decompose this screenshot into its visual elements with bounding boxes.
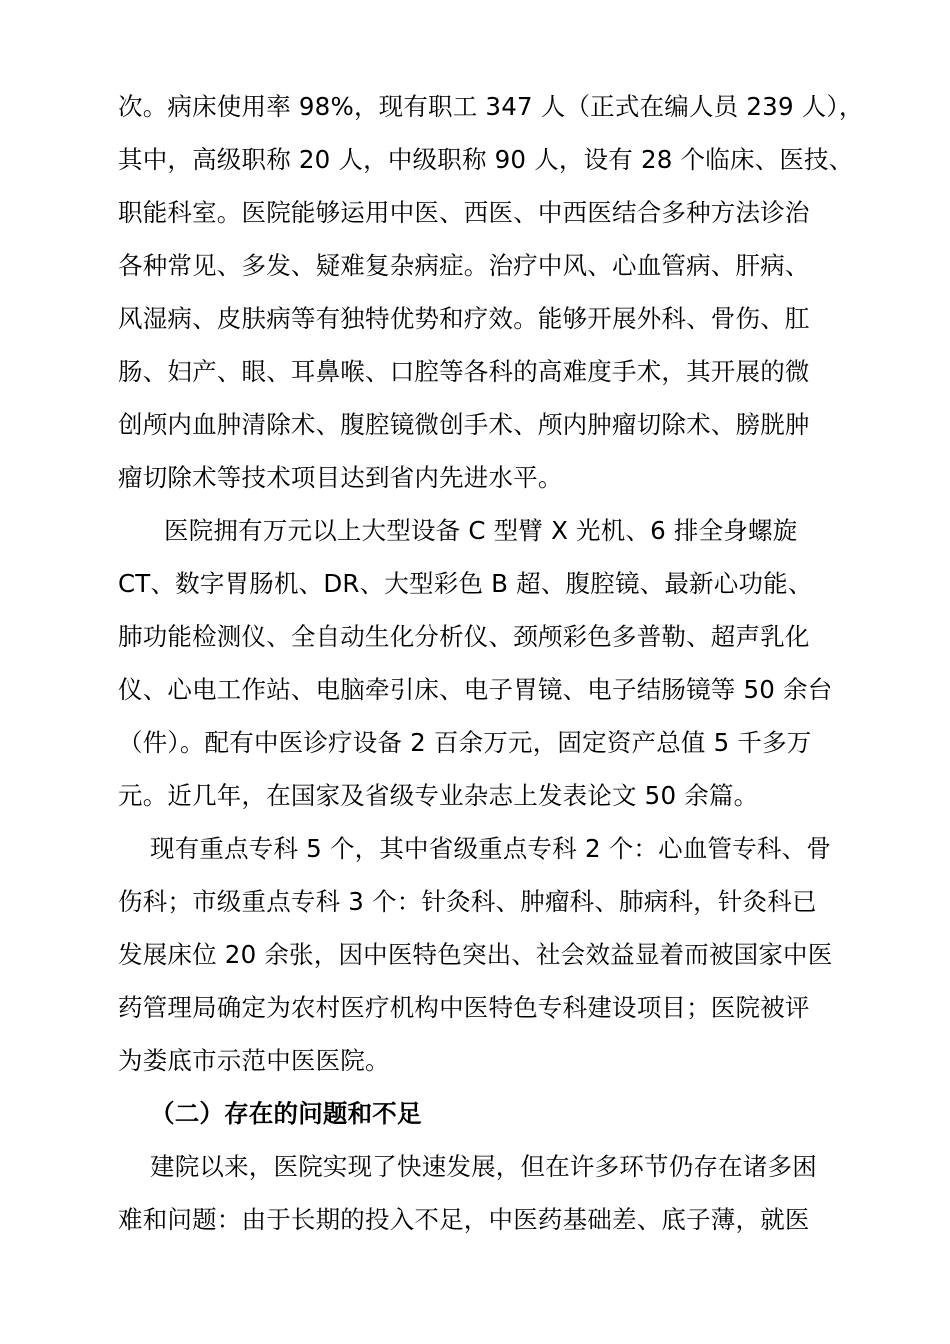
- paragraph-1-line-4: 各种常见、多发、疑难复杂病症。治疗中风、心血管病、肝病、: [118, 251, 810, 280]
- paragraph-1-line-8: 瘤切除术等技术项目达到省内先进水平。: [118, 463, 563, 492]
- paragraph-1-line-5: 风湿病、皮肤病等有独特优势和疗效。能够开展外科、骨伤、肛: [118, 304, 810, 333]
- paragraph-2-line-6: 元。近几年，在国家及省级专业杂志上发表论文 50 余篇。: [118, 781, 759, 810]
- paragraph-3-line-5: 为娄底市示范中医医院。: [118, 1046, 390, 1075]
- paragraph-3-line-3: 发展床位 20 余张，因中医特色突出、社会效益显着而被国家中医: [118, 940, 833, 969]
- paragraph-2-line-3: 肺功能检测仪、全自动生化分析仪、颈颅彩色多普勒、超声乳化: [118, 622, 810, 651]
- section-heading: （二）存在的问题和不足: [150, 1099, 422, 1128]
- paragraph-3-line-2: 伤科；市级重点专科 3 个：针灸科、肿瘤科、肺病科，针灸科已: [118, 887, 817, 916]
- paragraph-2-line-1: 医院拥有万元以上大型设备 C 型臂 X 光机、6 排全身螺旋: [164, 516, 798, 545]
- paragraph-1-line-1: 次。病床使用率 98%，现有职工 347 人（正式在编人员 239 人），: [118, 92, 864, 121]
- paragraph-4-line-1: 建院以来，医院实现了快速发展，但在许多环节仍存在诸多困: [150, 1152, 817, 1181]
- paragraph-1-line-2: 其中，高级职称 20 人，中级职称 90 人，设有 28 个临床、医技、: [118, 145, 854, 174]
- paragraph-1-line-7: 创颅内血肿清除术、腹腔镜微创手术、颅内肿瘤切除术、膀胱肿: [118, 410, 810, 439]
- paragraph-1-line-6: 肠、妇产、眼、耳鼻喉、口腔等各科的高难度手术，其开展的微: [118, 357, 810, 386]
- paragraph-2-line-5: （件）。配有中医诊疗设备 2 百余万元，固定资产总值 5 千多万: [118, 728, 812, 757]
- paragraph-2-line-2: CT、数字胃肠机、DR、大型彩色 B 超、腹腔镜、最新心功能、: [118, 569, 813, 598]
- paragraph-4-line-2: 难和问题：由于长期的投入不足，中医药基础差、底子薄，就医: [118, 1205, 810, 1234]
- paragraph-2-line-4: 仪、心电工作站、电脑牵引床、电子胃镜、电子结肠镜等 50 余台: [118, 675, 833, 704]
- paragraph-1-line-3: 职能科室。医院能够运用中医、西医、中西医结合多种方法诊治: [118, 198, 810, 227]
- paragraph-3-line-1: 现有重点专科 5 个，其中省级重点专科 2 个：心血管专科、骨: [150, 834, 832, 863]
- paragraph-3-line-4: 药管理局确定为农村医疗机构中医特色专科建设项目；医院被评: [118, 993, 810, 1022]
